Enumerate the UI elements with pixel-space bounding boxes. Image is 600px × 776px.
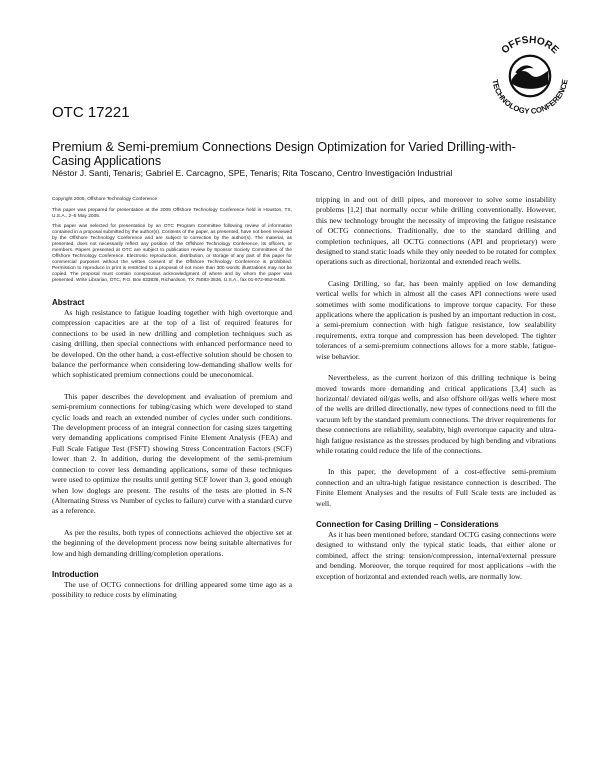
paper-number: OTC 17221 — [52, 104, 130, 121]
svg-text:OFFSHORE — [500, 35, 561, 57]
copyright-notice: Copyright 2005, Offshore Technology Conference — [52, 197, 158, 202]
offshore-technology-conference-logo — [484, 30, 576, 122]
wave-emblem-icon — [484, 30, 576, 122]
body-paragraph-2: Casing Drilling, so far, has been mainly applied on low demanding vertical wells for which in almost all the cases API connections were used sometimes with some modifications to improve torque capacity. For these applications where the application is pushed by an important reduction in cost, a semi-premium connection with high fatigue resistance, low sealability requirements, extra torque and compression has been developed. The tighter tolerances of a semi-premium connections allows for a more stable, fatigue-wise behavior. — [316, 278, 556, 361]
author-line: Néstor J. Santi, Tenaris; Gabriel E. Carcagno, SPE, Tenaris; Rita Toscano, Centro Investigación Industrial — [52, 168, 453, 178]
abstract-paragraph-1: As high resistance to fatigue loading together with high overtorque and compression capacities are at the top of a list of required features for connections to be used in new drilling and completion techniques such as casing drilling, then special connections with enhanced performance need to be developed. On the other hand, a cost-effective solution should be chosen to balance the performance when considering low-demanding shallow wells for which sophisticated premium connections could be uneconomical. — [52, 308, 292, 380]
right-column — [316, 195, 556, 593]
abstract-heading: Abstract — [52, 298, 85, 307]
presentation-notice: This paper was prepared for presentation at the 2005 Offshore Technology Conference held in Houston, TX, U.S.A., 2–5 May 2005. — [52, 208, 292, 219]
abstract-paragraph-2: This paper describes the development and evaluation of premium and semi-premium connections for tubing/casing which were developed to stand cyclic loads and reach an extended number of cycles under such conditions. The development process of an integral connection for casing sizes targetting very demanding applications comprised Finite Element Analysis (FEA) and Full Scale Fatigue Test (FSFT) showing Stress Concentration Factors (SCF) lower than 2. In addition, during the development of the semi-premium connection to cover less demanding applications, some of these techniques were used to optimize the results until getting SCF lower than 3, good enough when low doglegs are present. The results of the tests are plotted in S-N (Alternating Stress vs Number of cycles to failure) curve with a standard curve as a reference. — [52, 391, 292, 516]
body-paragraph-3: Nevertheless, as the current horizon of this drilling technique is being moved towards more demanding and critical applications [3,4] such as horizontal/ deviated oil/gas wells, and also offshore oil/gas wells where most of the wells are drilled directionally, new types of connections need to fill the vacuum left by the standard premium connections. The driver requirements for these connections are reliability, sealabity, high overtorque capacity and ultra-high fatigue resistance as the stresses produced by high bending and vibrations while rotating could reduce the life of the connections. — [316, 373, 556, 455]
logo-text-bottom: TECHNOLOGY CONFERENCE — [490, 78, 570, 116]
paper-title: Premium & Semi-premium Connections Design Optimization for Varied Drilling-with-Casing Applications — [52, 140, 516, 168]
body-paragraph-1: tripping in and out of drill pipes, and moreover to solve some instability problems [1,2] that normally occur while drilling conventionally. However, this new technology brought the necessity of improving the fatigue resistance of OCTG connections. Traditionally, due to the standard drilling and completion techniques, all OCTG connections (API and proprietary) were designed to stand static loads while they only needed to be rotated for complex operations such as directional, horizontal and extended reach wells. — [316, 195, 556, 267]
left-column — [52, 197, 292, 612]
body-paragraph-4: In this paper, the development of a cost-effective semi-premium connection and an ultra-high fatigue resistance connection is described. The Finite Element Analyses and the results of Full Scale tests are included as well. — [316, 467, 556, 508]
selection-notice: This paper was selected for presentation by an OTC Program Committee following review of information contained in a proposal submitted by the author(s). Contents of the paper, as presented, have not been reviewed by the Offshore Technology Conference and are subject to correction by the author(s). The material, as presented, does not necessarily reflect any position of the Offshore Technology Conference, its officers, or members. Papers presented at OTC are subject to publication review by Sponsor Society Committees of the Offshore Technology Conference. Electronic reproduction, distribution, or storage of any part of this paper for commercial purposes without the written consent of the Offshore Technology Conference is prohibited. Permission to reproduce in print is restricted to a proposal of not more than 300 words; illustrations may not be copied. The proposal must contain conspicuous acknowledgment of where and by whom the paper was presented. Write Librarian, OTC, P.O. Box 833836, Richardson, TX 75083-3836, U.S.A., fax 01-972-952-9435. — [52, 224, 292, 283]
logo-text-top: OFFSHORE — [499, 34, 561, 57]
introduction-heading: Introduction — [52, 569, 99, 579]
considerations-heading: Connection for Casing Drilling – Considerations — [316, 519, 499, 529]
abstract-paragraph-3: As per the results, both types of connections achieved the objective set at the beginning of the development process now being suitable alternatives for low and high demanding drilling/completion operations. — [52, 527, 292, 558]
considerations-paragraph-1: As it has been mentioned before, standard OCTG casing connections were designed to withstand only the typical static loads, that either alone or combined, affect the string: tension/compression, internal/external pressure and bending. Moreover, the torque required for most applications –with the exception of horizontal and extended reach wells, are normally low. — [316, 529, 556, 581]
introduction-paragraph-1: The use of OCTG connections for drilling appeared some time ago as a possibility to reduce costs by eliminating — [52, 579, 292, 600]
